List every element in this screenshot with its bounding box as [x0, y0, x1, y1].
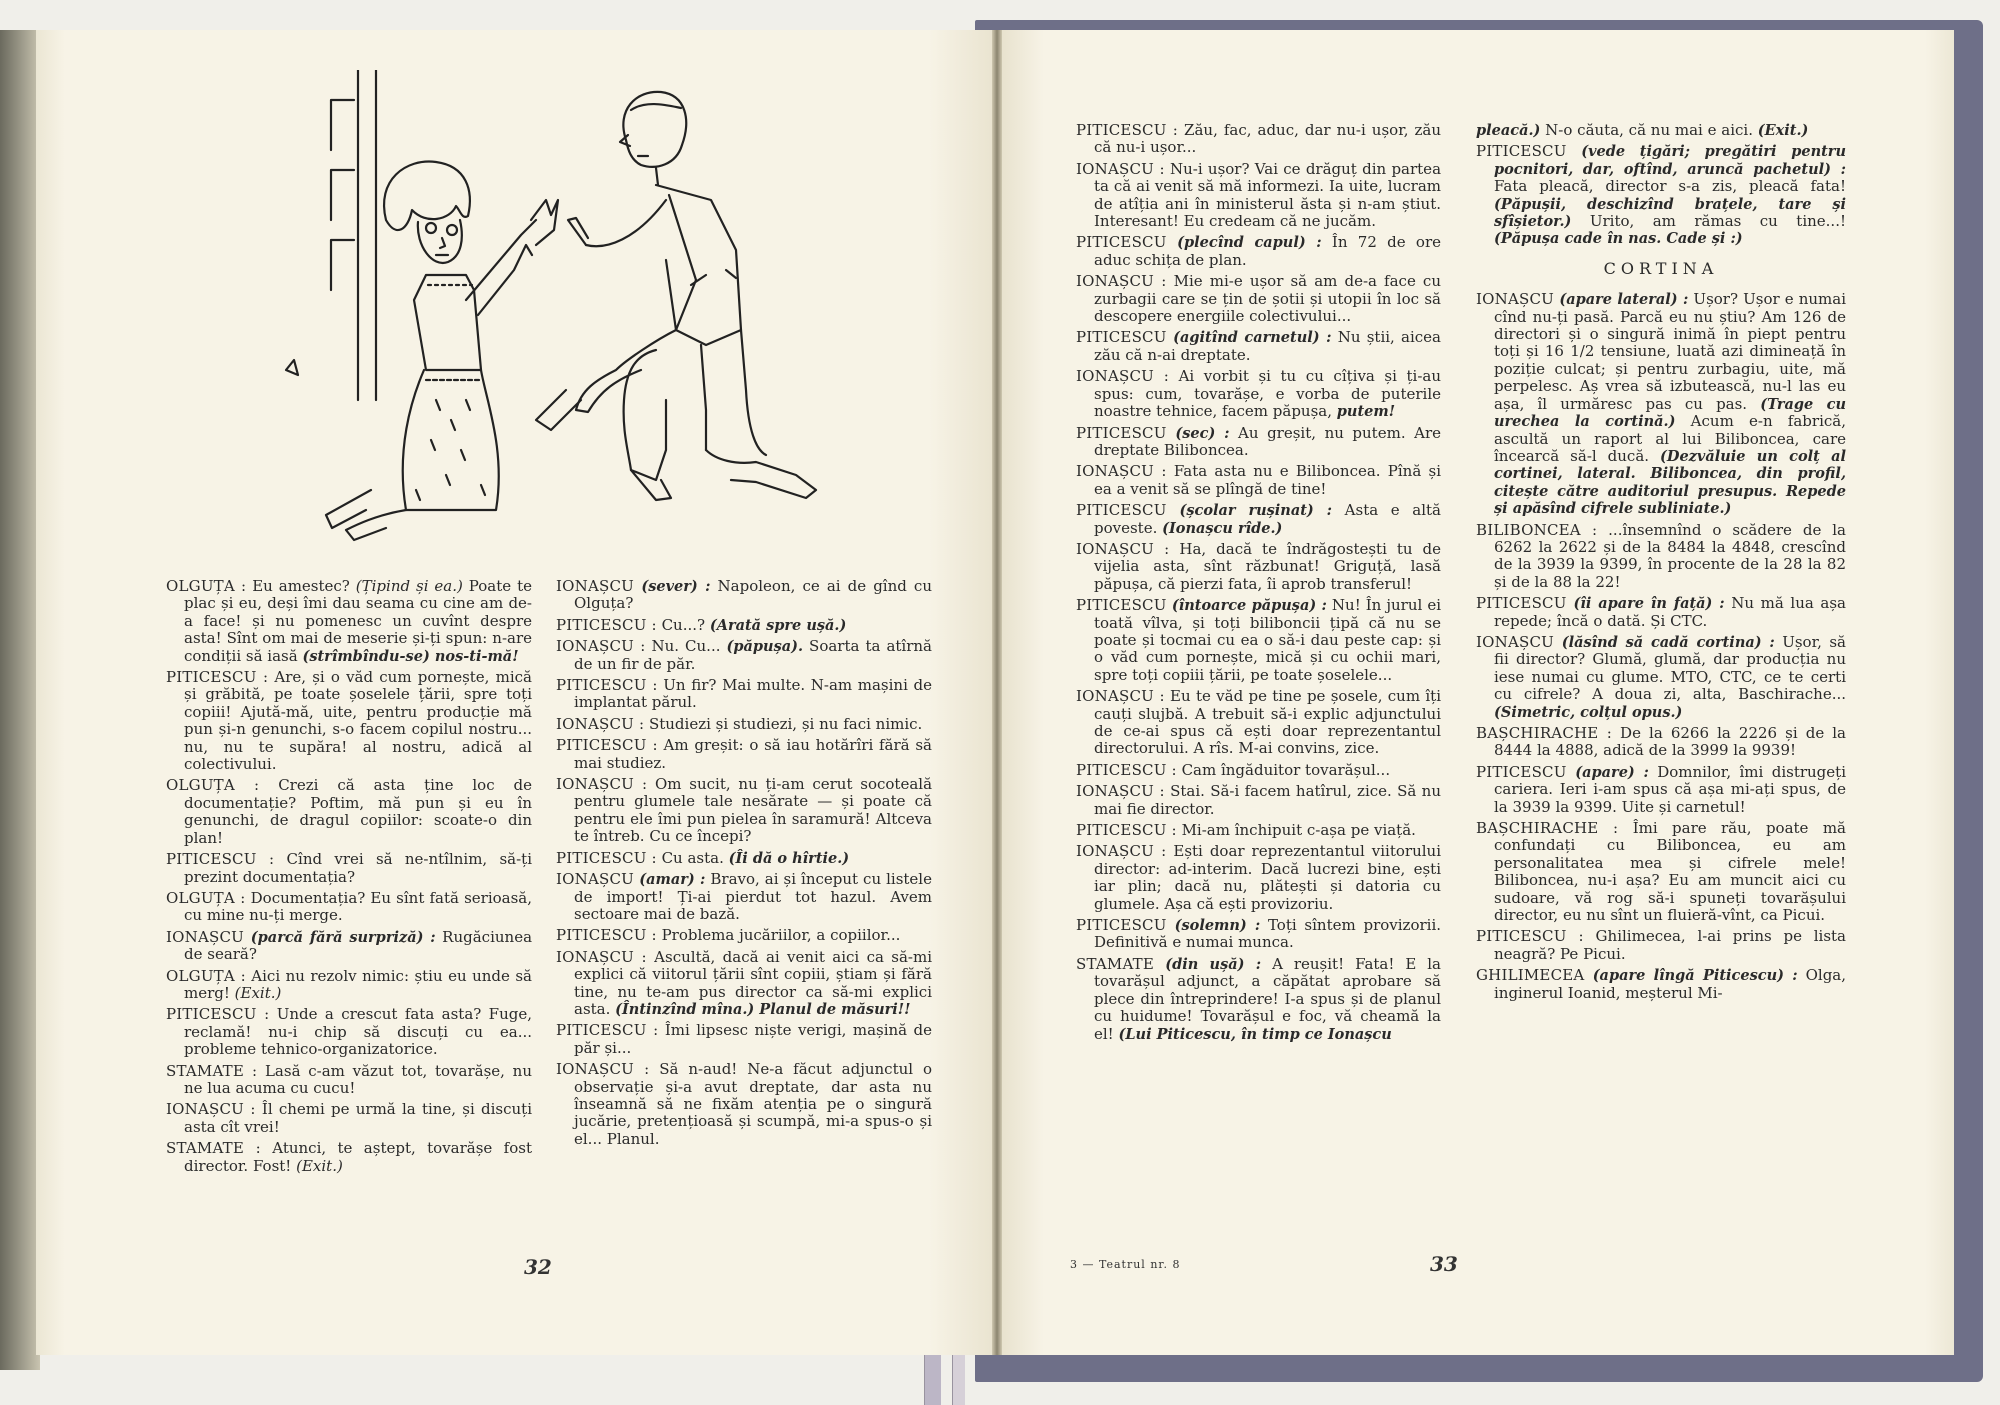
dialogue-line: IONAȘCU : Fata asta nu e Biliboncea. Pînă și ea a venit să se plîngă de tine! — [1076, 462, 1441, 498]
dialogue-line: PITICESCU : Cam îngăduitor tovarășul... — [1076, 760, 1391, 779]
dialogue-line: IONAȘCU (amar) : Bravo, ai și început cu listele de import! Ți-ai pierdut tot hazul. Avem sectoare mai de bază. — [556, 870, 932, 923]
dialogue-line: IONAȘCU : Să n-aud! Ne-a făcut adjunctul o observație și-a avut dreptate, dar asta nu înseamnă să ne fixăm atenția pe o singură jucărie, pretențioasă și scumpă, mi-a spus-o și el... Planul. — [556, 1060, 932, 1148]
dialogue-line: PITICESCU (solemn) : Toți sîntem provizorii. Definitivă e numai munca. — [1076, 916, 1442, 952]
dialogue-line: PITICESCU : Un fir? Mai multe. N-am mașini de implantat părul. — [556, 676, 932, 712]
dialogue-line: PITICESCU (vede țigări; pregătiri pentru pocnitori, dar, oftînd, aruncă pachetul) : Fata pleacă, director s-a zis, pleacă fata! (Păpușii, deschizînd brațele, tare și sfîșietor.) Urito, am rămas cu tine...! (Păpușa cade în nas. Cade și :) — [1476, 142, 1846, 248]
bookmark-ribbon — [924, 1355, 941, 1405]
book-spine-left — [0, 30, 40, 1370]
dialogue-line: PITICESCU (sec) : Au greșit, nu putem. Are dreptate Biliboncea. — [1076, 423, 1442, 459]
dialogue-line: IONAȘCU : Ha, dacă te îndrăgostești tu de vijelia asta, sînt răzbunat! Griguță, lasă păpușa, că pierzi fata, îi aprob transferul! — [1076, 539, 1442, 593]
dialogue-line: IONAȘCU : Stai. Să-i facem hatîrul, zice. Să nu mai fie director. — [1076, 782, 1441, 818]
dialogue-line: IONAȘCU : Mie mi-e ușor să am de-a face cu zurbagii care se țin de șotii și utopii în loc să descopere energiile colectivului... — [1076, 272, 1441, 326]
right-page — [996, 30, 1954, 1355]
dialogue-line: PITICESCU (întoarce păpușa) : Nu! În jurul ei toată vîlva, și toți biliboncii țipă că nu se poate și tocmai cu ea o să-i dau peste cap: și o văd cum pornește, mică și cu ochii mari, spre toți copiii țării, pe toate șoselele... — [1076, 596, 1442, 684]
dialogue-line: IONAȘCU : Ai vorbit și tu cu cîțiva și ți-au spus: cum, tovarășe, e vorba de puterile noastre tehnice, facem păpușa, putem! — [1076, 367, 1442, 421]
dialogue-line: PITICESCU (îi apare în față) : Nu mă lua așa repede; încă o dată. Și CTC. — [1476, 594, 1846, 630]
dialogue-line: OLGUȚA : Aici nu rezolv nimic: știu eu unde să merg! (Exit.) — [166, 966, 532, 1002]
left-page — [36, 30, 996, 1355]
book-gutter — [992, 30, 1002, 1355]
dialogue-line: PITICESCU : Are, și o văd cum pornește, mică și grăbită, pe toate șoselele țării, spre toți copiii! Ajută-mă, uite, pentru producție mă pun și-n genunchi, s-o facem copilul nostru... nu, nu te supăra! al nostru, adică al colectivului. — [166, 668, 532, 774]
dialogue-line: PITICESCU (agitînd carnetul) : Nu știi, aicea zău că n-ai dreptate. — [1076, 328, 1441, 364]
bookmark-ribbon — [952, 1355, 965, 1405]
dialogue-line: IONAȘCU : Ești doar reprezentantul viitorului director: ad-interim. Dacă lucrezi bine, ești iar plin; dacă nu, plătești și datoria cu glumele. Așa că ești provizoriu. — [1076, 842, 1441, 913]
dialogue-line: PITICESCU : Am greșit: o să iau hotărîri fără să mai studiez. — [556, 736, 932, 772]
dialogue-line: STAMATE (din ușă) : A reușit! Fata! E la tovarășul adjunct, a căpătat aprobare să plece din întreprindere! I-a spus și de planul cu huidume! Tovarășul e foc, vă cheamă la el! (Lui Piticescu, în timp ce Ionașcu — [1076, 954, 1441, 1043]
dialogue-line: IONAȘCU : Ascultă, dacă ai venit aici ca să-mi explici că viitorul țării sînt copiii, știam și fără tine, nu te-am pus director ca să-mi explici asta. (Întinzînd mîna.) Planul de măsuri!! — [556, 947, 933, 1018]
dialogue-line: PITICESCU : Cu...? (Arată spre ușă.) — [556, 615, 847, 634]
dialogue-line: IONAȘCU : Îl chemi pe urmă la tine, și discuți asta cît vrei! — [166, 1100, 533, 1136]
dialogue-line: PITICESCU (școlar rușinat) : Asta e altă poveste. (Ionașcu rîde.) — [1076, 501, 1441, 537]
left-text-column-2 — [556, 578, 932, 1152]
dialogue-line: PITICESCU : Cu asta. (Îi dă o hîrtie.) — [556, 848, 850, 867]
right-text-column-2 — [1476, 122, 1846, 1006]
dialogue-line: IONAȘCU : Studiezi și studiezi, și nu faci nimic. — [556, 714, 923, 733]
dialogue-line: PITICESCU (plecînd capul) : În 72 de ore aduc schița de plan. — [1076, 233, 1441, 269]
dialogue-line: OLGUȚA : Crezi că asta ține loc de documentație? Poftim, mă pun și eu în genunchi, de dragul copiilor: scoate-o din plan! — [166, 776, 532, 847]
dialogue-line: PITICESCU : Ghilimecea, l-ai prins pe lista neagră? Pe Picui. — [1476, 927, 1846, 963]
dialogue-line: IONAȘCU (parcă fără surpriză) : Rugăciunea de seară? — [166, 927, 533, 964]
dialogue-line: PITICESCU : Îmi lipsesc niște verigi, mașină de păr și... — [556, 1021, 932, 1057]
page-number-right: 33 — [1430, 1252, 1458, 1276]
dialogue-line: pleacă.) N-o căuta, că nu mai e aici. (Exit.) — [1476, 121, 1809, 139]
dialogue-line: IONAȘCU : Eu te văd pe tine pe șosele, cum îți cauți slujbă. A trebuit să-i explic adjunctului de ce-ai spus că ești doar reprezentantul directorului. A rîs. M-ai convins, zice. — [1076, 687, 1441, 758]
dialogue-line: PITICESCU : Problema jucăriilor, a copiilor... — [556, 926, 901, 945]
page-footer-note: 3 — Teatrul nr. 8 — [1070, 1258, 1181, 1271]
dialogue-line: PITICESCU : Zău, fac, aduc, dar nu-i ușor, zău că nu-i ușor... — [1076, 121, 1441, 157]
dialogue-line: IONAȘCU (apare lateral) : Ușor? Ușor e numai cînd nu-ți pasă. Parcă eu nu știu? Am 126 de directori și o singură inimă în piept pentru toți și 16 1/2 tensiune, luată azi dimineață în poziție culcat; și pentru zurbagiu, uite, mă perpelesc. Aș vrea să izbutească, nu-l las eu așa, îl urmăresc pas cu pas. (Trage cu urechea la cortină.) Acum e-n fabrică, ascultă un raport al lui Biliboncea, care încearcă să-l ducă. (Dezvăluie un colț al cortinei, lateral. Biliboncea, din profil, citește către auditoriul presupus. Repede și apăsînd cifrele subliniate.) — [1476, 290, 1846, 518]
dialogue-line: BAȘCHIRACHE : Îmi pare rău, poate mă confundați cu Biliboncea, eu am personalitatea mea și cifrele mele! Biliboncea, nu-i așa? Eu am muncit aici cu sudoare, vă rog să-i spuneți tovarășului director, eu nu sînt un fluieră-vînt, ca Picui. — [1476, 819, 1846, 925]
dialogue-line: GHILIMECEA (apare lîngă Piticescu) : Olga, inginerul Ioanid, meșterul Mi- — [1476, 966, 1847, 1002]
left-text-column-1 — [166, 578, 532, 1179]
dialogue-line: BILIBONCEA : ...însemnînd o scădere de la 6262 la 2622 și de la 8484 la 4848, crescînd de la 3939 la 9399, în procente de la 28 la 82 și de la 88 la 22! — [1476, 520, 1846, 591]
dialogue-line: STAMATE : Atunci, te aștept, tovarășe fost director. Fost! (Exit.) — [166, 1139, 532, 1175]
right-text-column-1 — [1076, 122, 1441, 1047]
dialogue-line: STAMATE : Lasă c-am văzut tot, tovarășe, nu ne lua acuma cu cucu! — [166, 1061, 532, 1097]
dialogue-line: IONAȘCU (sever) : Napoleon, ce ai de gînd cu Olguța? — [556, 577, 932, 613]
curtain-heading: CORTINA — [1603, 258, 1719, 278]
dialogue-line: IONAȘCU (lăsînd să cadă cortina) : Ușor, să fii director? Glumă, glumă, dar producția nu iese numai cu glume. MTO, CTC, ce te certi cu cifrele? A doua zi, alta, Baschirache... (Simetric, colțul opus.) — [1476, 632, 1847, 721]
dialogue-line: PITICESCU : Unde a crescut fata asta? Fuge, reclamă! nu-i chip să discuți cu ea... probleme tehnico-organizatorice. — [166, 1005, 532, 1059]
dialogue-line: IONAȘCU : Nu. Cu... (păpușa). Soarta ta atîrnă de un fir de păr. — [556, 637, 932, 673]
dialogue-line: PITICESCU : Cînd vrei să ne-ntîlnim, să-ți prezint documentația? — [166, 850, 532, 886]
dialogue-line: OLGUȚA : Documentația? Eu sînt fată serioasă, cu mine nu-ți merge. — [166, 888, 532, 925]
dialogue-line: PITICESCU : Mi-am închipuit c-așa pe viață. — [1076, 821, 1416, 840]
dialogue-line: BAȘCHIRACHE : De la 6266 la 2226 și de la 8444 la 4888, adică de la 3999 la 9939! — [1476, 724, 1847, 760]
dialogue-line: PITICESCU (apare) : Domnilor, îmi distrugeți cariera. Ieri i-am spus că așa mi-ați spus, de la 3939 la 9399. Uite și carnetul! — [1476, 762, 1846, 816]
dialogue-line: IONAȘCU : Nu-i ușor? Vai ce drăguț din partea ta că ai venit să mă informezi. Ia uite, lucram de atîția ani în ministerul ăsta și n-am știut. Interesant! Eu credeam că ne jucăm. — [1076, 159, 1442, 231]
page-number-left: 32 — [524, 1255, 552, 1279]
dialogue-line: IONAȘCU : Om sucit, nu ți-am cerut socoteală pentru glumele tale nesărate — și poate că pentru ele îmi pun pielea în saramură! Altceva te întreb. Cu ce începi? — [556, 775, 933, 846]
illustration-kneeling-couple — [236, 70, 896, 590]
dialogue-line: OLGUȚA : Eu amestec? (Țipind și ea.) Poate te plac și eu, deși îmi dau seama cu cine am de-a face! și nu pomenesc un cuvînt despre asta! Sînt om mai de meserie și-ți spun: n-are condiții să iasă (strîmbîndu-se) nos-ti-mă! — [166, 577, 532, 665]
